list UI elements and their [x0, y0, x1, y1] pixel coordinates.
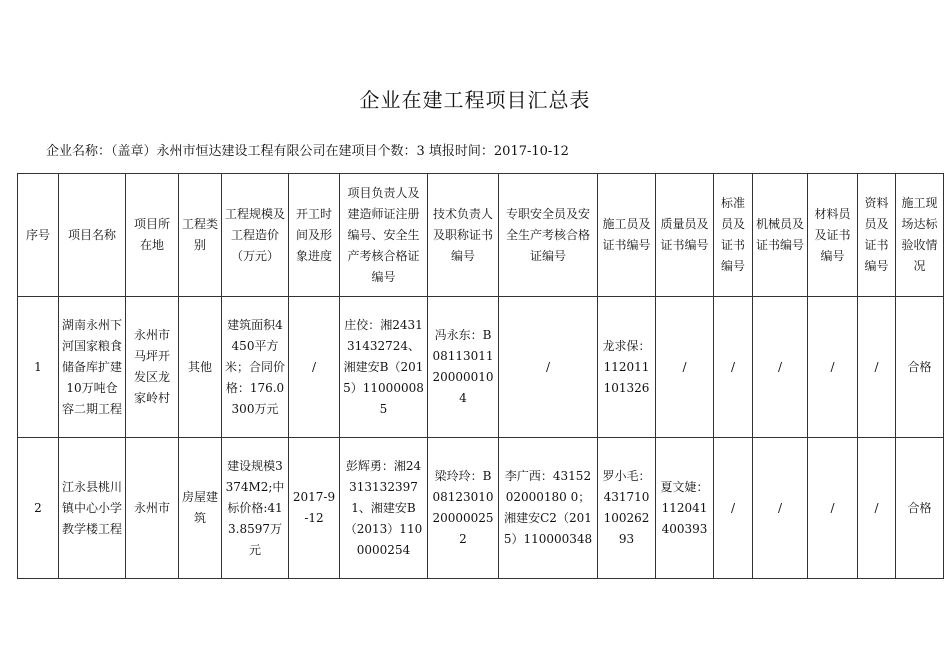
table-row	[18, 297, 944, 438]
machinery-officer: /	[753, 297, 808, 438]
header-cell: 项目名称	[59, 174, 126, 297]
start-progress: /	[289, 297, 340, 438]
technical-lead: 梁玲玲：B08123010200000252	[428, 438, 499, 579]
acceptance-status: 合格	[896, 297, 944, 438]
header-cell: 机械员及证书编号	[753, 174, 808, 297]
table-row	[18, 438, 944, 579]
project-category: 房屋建筑	[179, 438, 222, 579]
construction-officer: 龙求保：112011101326	[598, 297, 656, 438]
header-cell: 开工时间及形象进度	[289, 174, 340, 297]
header-cell: 项目所在地	[126, 174, 179, 297]
technical-lead: 冯永东：B08113011200000104	[428, 297, 499, 438]
safety-officer: /	[499, 297, 598, 438]
header-cell: 专职安全员及安全生产考核合格证编号	[499, 174, 598, 297]
standard-officer: /	[714, 438, 753, 579]
project-name: 湖南永州下河国家粮食储备库扩建10万吨仓容二期工程	[59, 297, 126, 438]
row-number: 2	[18, 438, 59, 579]
project-summary-table	[17, 173, 944, 579]
table-header-row	[18, 174, 944, 297]
document-officer: /	[858, 438, 896, 579]
header-cell: 资料员及证书编号	[858, 174, 896, 297]
project-category: 其他	[179, 297, 222, 438]
standard-officer: /	[714, 297, 753, 438]
document-title: 企业在建工程项目汇总表	[359, 88, 591, 112]
header-cell: 工程规模及工程造价（万元）	[222, 174, 289, 297]
header-cell: 标准员及证书编号	[714, 174, 753, 297]
project-location: 永州市	[126, 438, 179, 579]
header-cell: 材料员及证书编号	[808, 174, 858, 297]
project-manager: 庄佼：湘243131432724、湘建安B（2015）110000085	[340, 297, 428, 438]
quality-officer: /	[656, 297, 714, 438]
header-cell: 施工员及证书编号	[598, 174, 656, 297]
project-manager: 彭辉勇：湘243131323971、湘建安B（2013）1100000254	[340, 438, 428, 579]
construction-officer: 罗小毛：43171010026293	[598, 438, 656, 579]
project-scale: 建设规模3374M2;中标价格:413.8597万元	[222, 438, 289, 579]
header-cell: 序号	[18, 174, 59, 297]
header-cell: 工程类别	[179, 174, 222, 297]
header-cell: 施工现场达标验收情况	[896, 174, 944, 297]
acceptance-status: 合格	[896, 438, 944, 579]
project-scale: 建筑面积4450平方米；合同价格：176.0300万元	[222, 297, 289, 438]
material-officer: /	[808, 438, 858, 579]
project-location: 永州市马坪开发区龙家岭村	[126, 297, 179, 438]
material-officer: /	[808, 297, 858, 438]
start-progress: 2017-9-12	[289, 438, 340, 579]
quality-officer: 夏文婕：112041400393	[656, 438, 714, 579]
header-cell: 技术负责人及职称证书编号	[428, 174, 499, 297]
project-name: 江永县桃川镇中心小学教学楼工程	[59, 438, 126, 579]
document-officer: /	[858, 297, 896, 438]
company-info-line: 企业名称：（盖章）永州市恒达建设工程有限公司在建项目个数：3 填报时间：2017-10-12	[46, 144, 569, 159]
machinery-officer: /	[753, 438, 808, 579]
header-cell: 质量员及证书编号	[656, 174, 714, 297]
safety-officer: 李广西：4315202000180 0；湘建安C2（2015）110000348	[499, 438, 598, 579]
header-cell: 项目负责人及建造师证注册编号、安全生产考核合格证编号	[340, 174, 428, 297]
row-number: 1	[18, 297, 59, 438]
